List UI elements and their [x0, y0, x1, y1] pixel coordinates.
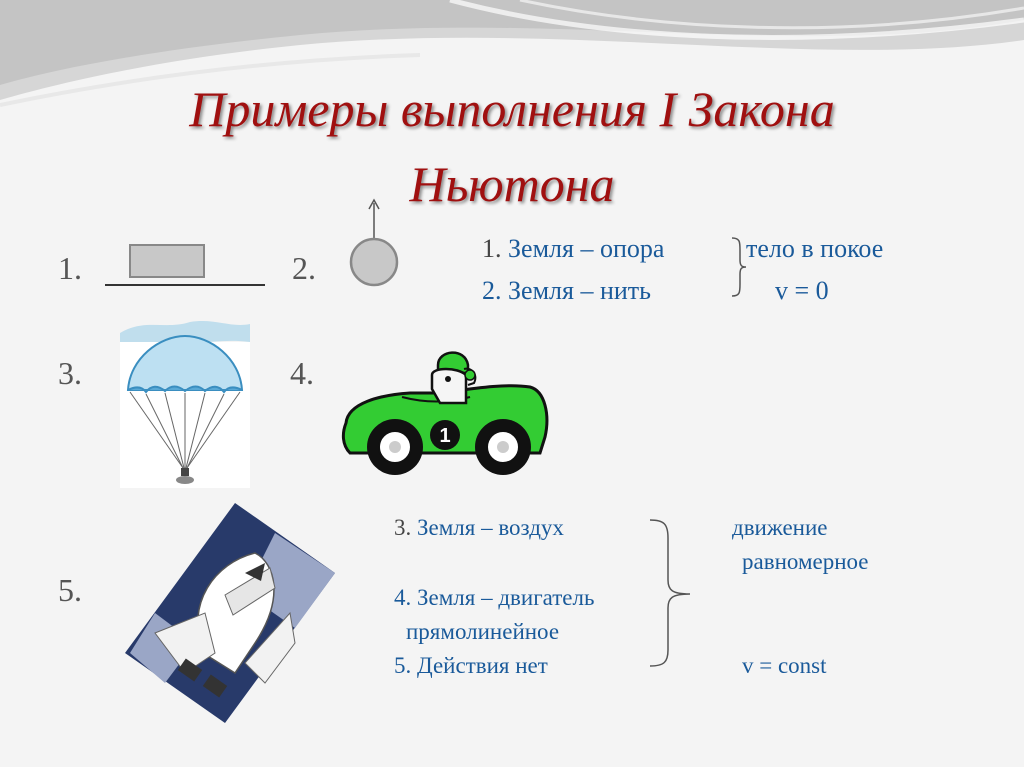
result-rest: тело в покое	[746, 234, 884, 263]
bottom-brace	[648, 518, 692, 668]
example-1-label: 1.	[58, 250, 82, 286]
title-line-2: Ньютона	[409, 156, 615, 212]
example-5-label: 5.	[58, 572, 82, 608]
case-5-line	[394, 653, 548, 679]
result-uniform: равномерное	[742, 549, 869, 574]
result-motion: движение	[732, 515, 828, 540]
space-shuttle-image	[125, 503, 335, 723]
case-1-line	[482, 234, 664, 264]
title-line-1: Примеры выполнения I Закона	[189, 81, 835, 137]
top-brace	[728, 236, 748, 298]
race-car-image	[340, 345, 555, 480]
case-5-text: Действия нет	[417, 653, 548, 678]
result-v-const: v = const	[742, 653, 827, 678]
case-4-text: Земля – двигатель	[417, 585, 595, 610]
case-3-line	[394, 515, 564, 541]
case-4-line	[394, 585, 595, 611]
case-2-number: 2.	[482, 276, 502, 305]
box-on-ground-image	[100, 240, 270, 290]
parachute-image	[120, 318, 250, 488]
case-3-text: Земля – воздух	[417, 515, 564, 540]
car-number: 1	[439, 425, 451, 447]
ball-on-string-image	[345, 195, 405, 290]
case-1-number: 1.	[482, 234, 502, 263]
example-2-label: 2.	[292, 250, 316, 286]
case-4-number: 4.	[394, 585, 412, 610]
example-4-label: 4.	[290, 355, 314, 391]
case-3-number: 3.	[394, 515, 412, 540]
example-3-label: 3.	[58, 355, 82, 391]
case-2-line	[482, 276, 651, 306]
case-2-text: Земля – нить	[508, 276, 651, 305]
case-4-continuation: прямолинейное	[406, 619, 560, 644]
result-v-zero: v = 0	[775, 276, 829, 305]
case-1-text: Земля – опора	[508, 234, 665, 263]
case-5-number: 5.	[394, 653, 412, 678]
